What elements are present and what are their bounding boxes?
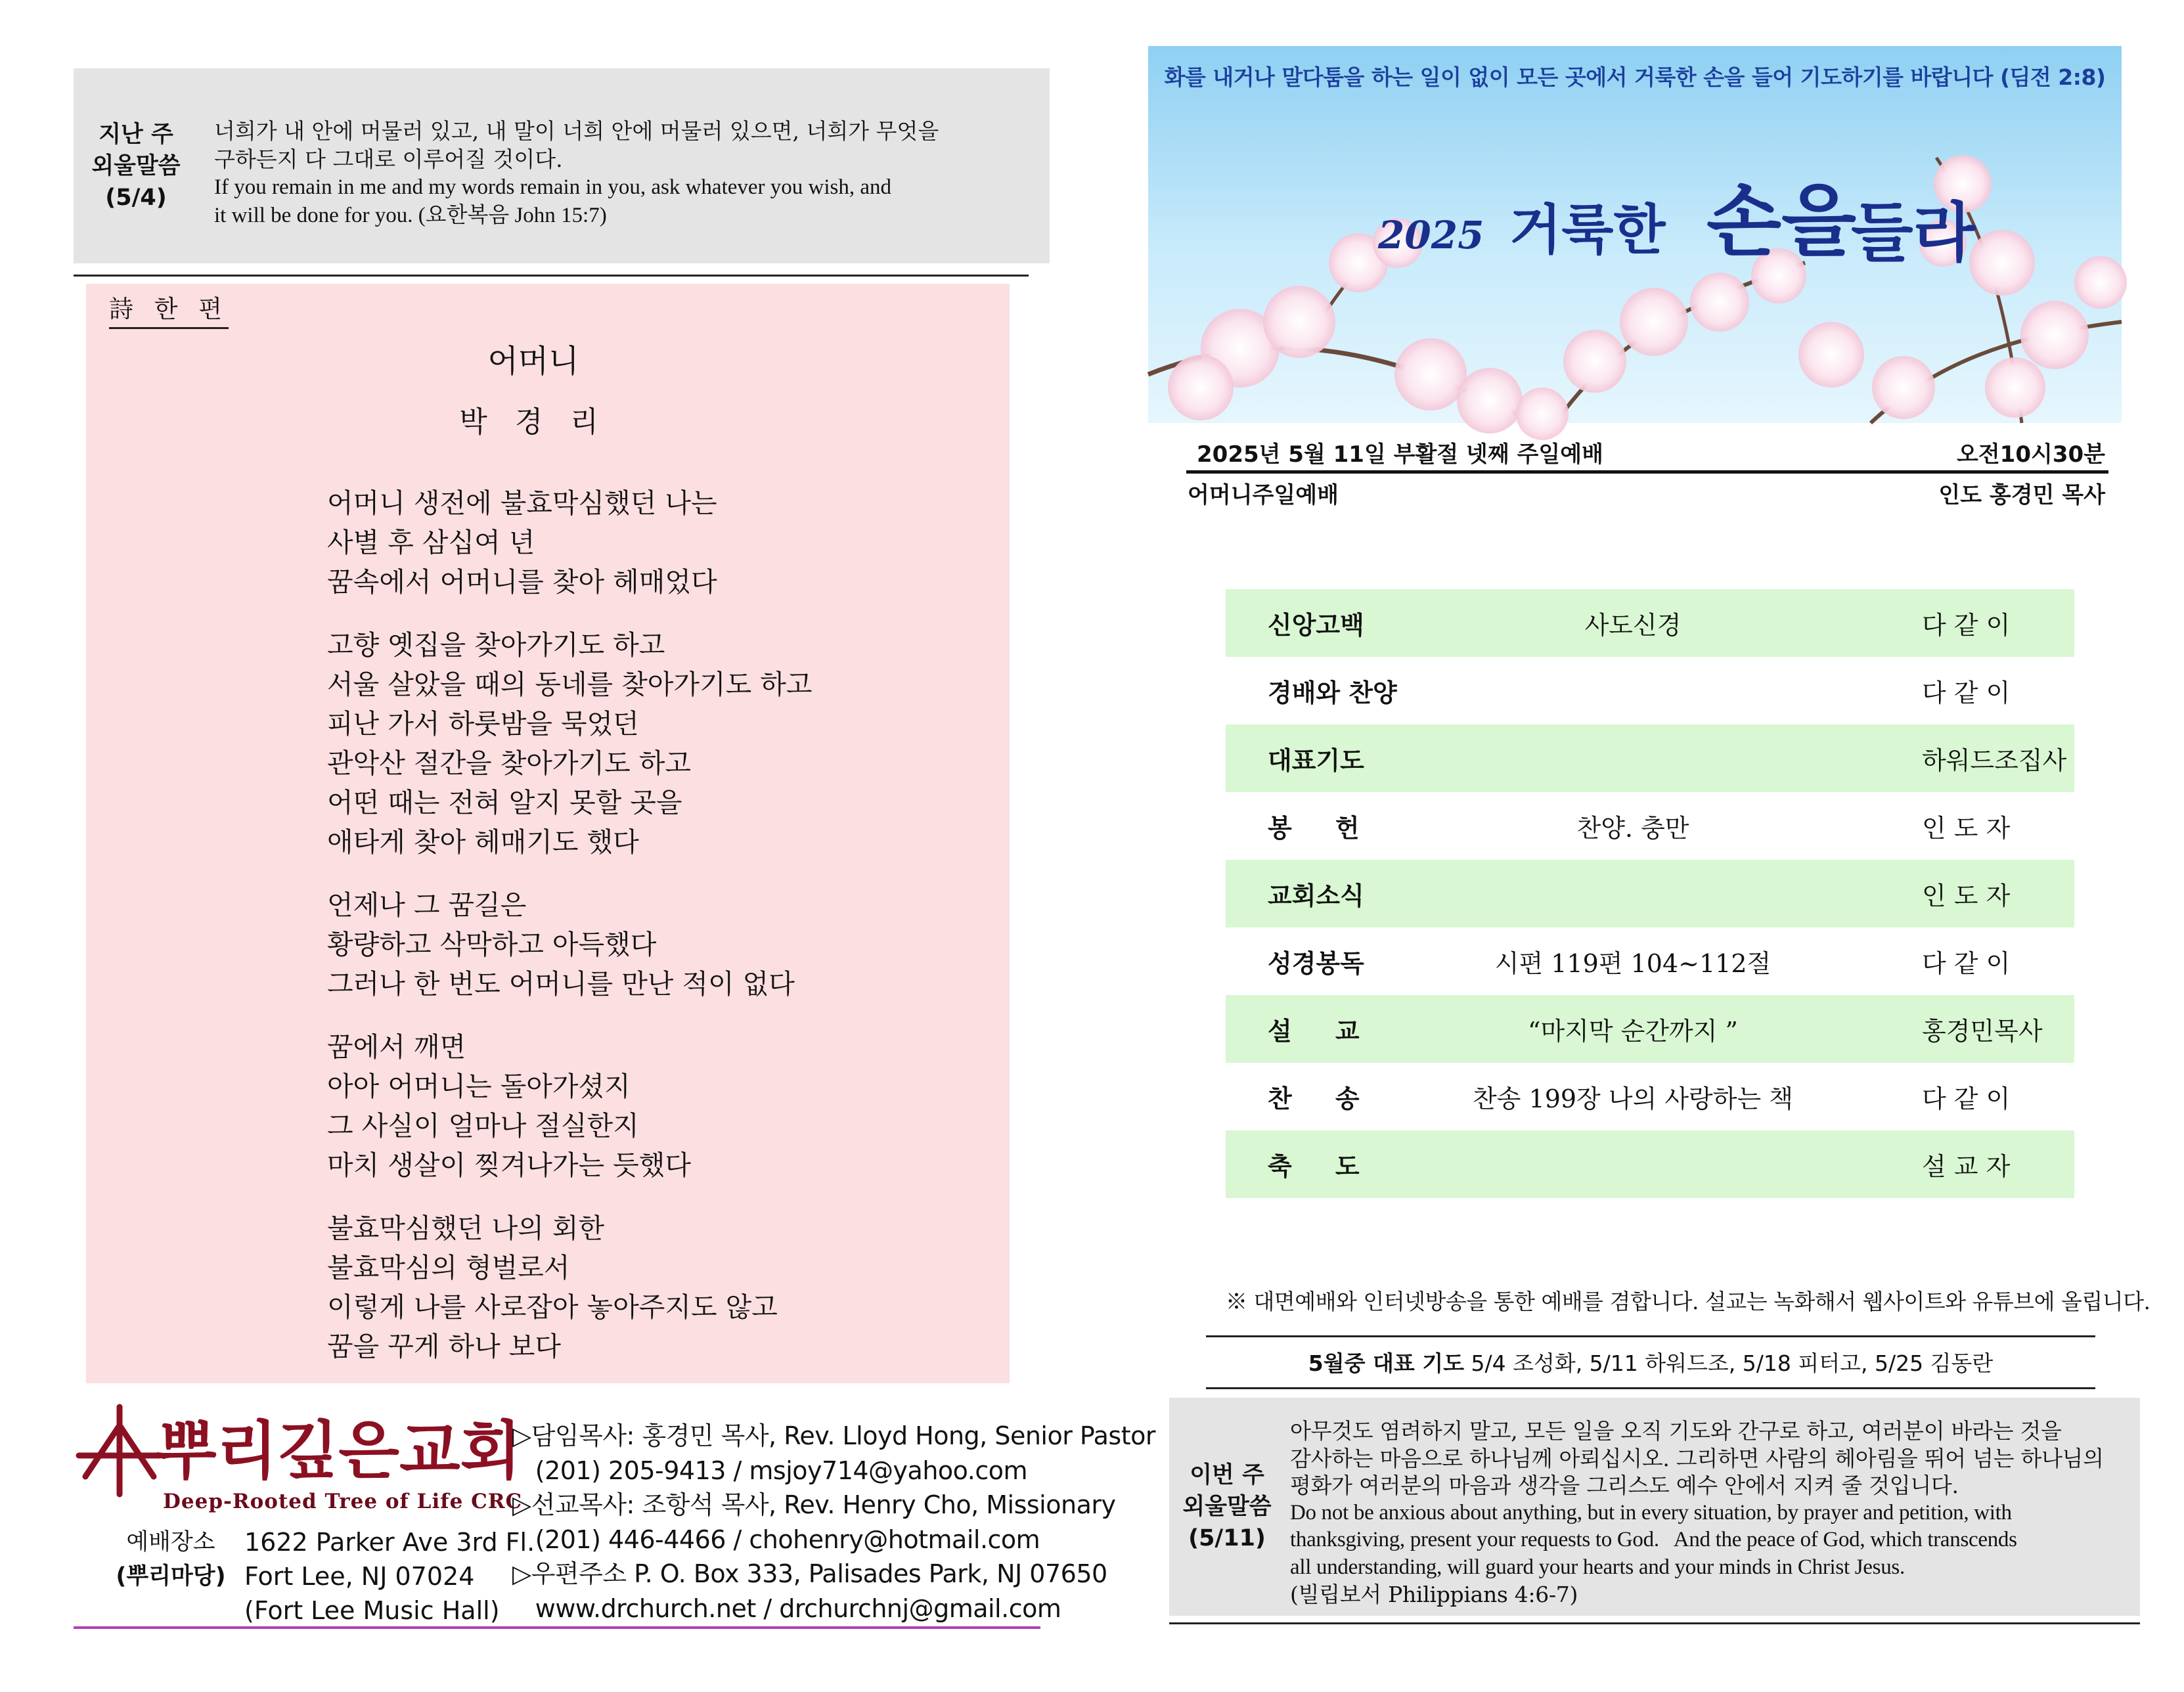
order-row: 설 교 “마지막 순간까지 ” 홍경민목사 (1226, 995, 2074, 1063)
footer-rule-right (1169, 1622, 2140, 1624)
order-row: 신앙고백 사도신경 다 같 이 (1226, 589, 2074, 657)
order-row: 봉 헌 찬양. 충만 인 도 자 (1268, 814, 2011, 843)
poem-stanza: 어머니 생전에 불효막심했던 나는 사별 후 삼십여 년 꿈속에서 어머니를 찾아 헤매었다 (327, 487, 717, 598)
order-row: 교회소식 인 도 자 (1226, 860, 2074, 927)
tree-mark-icon (79, 1407, 160, 1494)
prayer-rule-top (1206, 1335, 2095, 1337)
banner-title-year: 2025 (1378, 213, 1484, 257)
order-row: 경배와 찬양 다 같 이 (1268, 679, 2011, 707)
poem-top-rule (74, 275, 1029, 277)
service-notice: ※ 대면예배와 인터넷방송을 통한 예배를 겸합니다. 설교는 녹화해서 웹사이트와 유튜브에 올립니다. (1226, 1289, 2151, 1314)
website-email[interactable]: www.drchurch.net / drchurchnj@gmail.com (512, 1593, 1061, 1623)
poem-stanza: 불효막심했던 나의 회한 불효막심의 형벌로서 이렇게 나를 사로잡아 놓아주지도 않고 꿈을 꾸게 하나 보다 (327, 1213, 778, 1362)
footer-rule-left (74, 1626, 1040, 1629)
order-row: 축 도 설 교 자 (1226, 1130, 2074, 1198)
service-leader: 인도 홍경민 목사 (1938, 482, 2105, 508)
prayer-rule-bottom (1206, 1387, 2095, 1389)
contact-info (512, 1419, 1155, 1626)
prayer-schedule (1206, 1347, 2095, 1377)
poem-stanza: 고향 옛집을 찾아가기도 하고 서울 살았을 때의 동네를 찾아가기도 하고 피난 가서 하룻밤을 묵었던 관악산 절간을 찾아가기도 하고 어떤 때는 전혀 알지 못할 곳을 애타게 찾아 헤매기도 했다 (327, 629, 813, 858)
banner-title (1378, 175, 1976, 307)
church-name-ko: 뿌리깊은교회 (156, 1414, 522, 1488)
prayer-schedule-label: 5월중 대표 기도 (1308, 1350, 1464, 1376)
service-time: 오전10시30분 (1956, 441, 2105, 468)
senior-pastor-contact: (201) 205-9413 / msjoy714@yahoo.com (512, 1456, 1027, 1485)
banner-title-part3: 들라 (1851, 195, 1976, 271)
senior-pastor-line: ▷담임목사: 홍경민 목사, Rev. Lloyd Hong, Senior Pastor (512, 1421, 1155, 1450)
last-week-verse-text: 너희가 내 안에 머물러 있고, 내 말이 너희 안에 머물러 있으면, 너희가 무엇을 구하든지 다 그대로 이루어질 것이다. If you remain in me and my words remain in you, ask whatever you wish, and it will be done for you. (요한복음 John 15:7) (214, 118, 939, 227)
last-week-verse-label: 지난 주 외울말씀 (5/4) (91, 121, 181, 211)
service-date: 2025년 5월 11일 부활절 넷째 주일예배 (1197, 441, 1603, 468)
order-row: 찬 송 찬송 199장 나의 사랑하는 책 다 같 이 (1268, 1084, 2011, 1113)
banner-title-part1: 거룩한 (1509, 198, 1666, 261)
service-header-rule (1186, 470, 2108, 474)
missionary-contact: (201) 446-4466 / chohenry@hotmail.com (512, 1525, 1040, 1554)
poem-section-tag: 詩 한 편 (109, 289, 229, 329)
mailing-address: ▷우편주소 P. O. Box 333, Palisades Park, NJ 07650 (512, 1559, 1107, 1588)
order-of-worship (1226, 589, 2074, 1198)
this-week-verse-label: 이번 주 외울말씀 (5/11) (1182, 1462, 1272, 1551)
this-week-verse-text: 아무것도 염려하지 말고, 모든 일을 오직 기도와 간구로 하고, 여러분이 바라는 것을 감사하는 마음으로 하나님께 아뢰십시오. 그리하면 사람의 헤아림을 뛰어 넘는 하나님의 평화가 여러분의 마음과 생각을 그리스도 예수 안에서 지켜 줄 것입니다. Do not be anxious about anything, but in every situation, by prayer and petition, with thanksgiving, present your requests to God. And the peace of God, which transcends all understanding, will guard your hearts and your minds in Christ Jesus. (빌립보서 Philippians 4:6-7) (1290, 1418, 2104, 1607)
order-row: 성경봉독 시편 119편 104~112절 다 같 이 (1268, 949, 2011, 978)
service-name: 어머니주일예배 (1188, 482, 1339, 508)
poem-author: 박 경 리 (459, 405, 608, 439)
banner-title-part2: 손을 (1706, 175, 1856, 267)
worship-place-label: 예배장소 (뿌리마당) (116, 1529, 226, 1590)
missionary-line: ▷선교목사: 조항석 목사, Rev. Henry Cho, Missionary (512, 1490, 1116, 1519)
poem-title: 어머니 (487, 343, 579, 380)
prayer-schedule-names: 5/4 조성화, 5/11 하워드조, 5/18 피터고, 5/25 김동란 (1463, 1350, 1994, 1376)
church-name-en: Deep-Rooted Tree of Life CRC (163, 1490, 523, 1513)
worship-address: 1622 Parker Ave 3rd Fl. Fort Lee, NJ 07024 (Fort Lee Music Hall) (244, 1528, 535, 1625)
poem-stanza: 언제나 그 꿈길은 황량하고 삭막하고 아득했다 그러나 한 번도 어머니를 만난 적이 없다 (327, 889, 795, 1000)
poem-stanza: 꿈에서 깨면 아아 어머니는 돌아가셨지 그 사실이 얼마나 절실한지 마치 생살이 찢겨나가는 듯했다 (327, 1031, 691, 1181)
order-row: 대표기도 하워드조집사 (1226, 724, 2074, 792)
poem-body (327, 483, 812, 1390)
banner-verse: 화를 내거나 말다툼을 하는 일이 없이 모든 곳에서 거룩한 손을 들어 기도하기를 바랍니다 (딤전 2:8) (1164, 64, 2106, 90)
